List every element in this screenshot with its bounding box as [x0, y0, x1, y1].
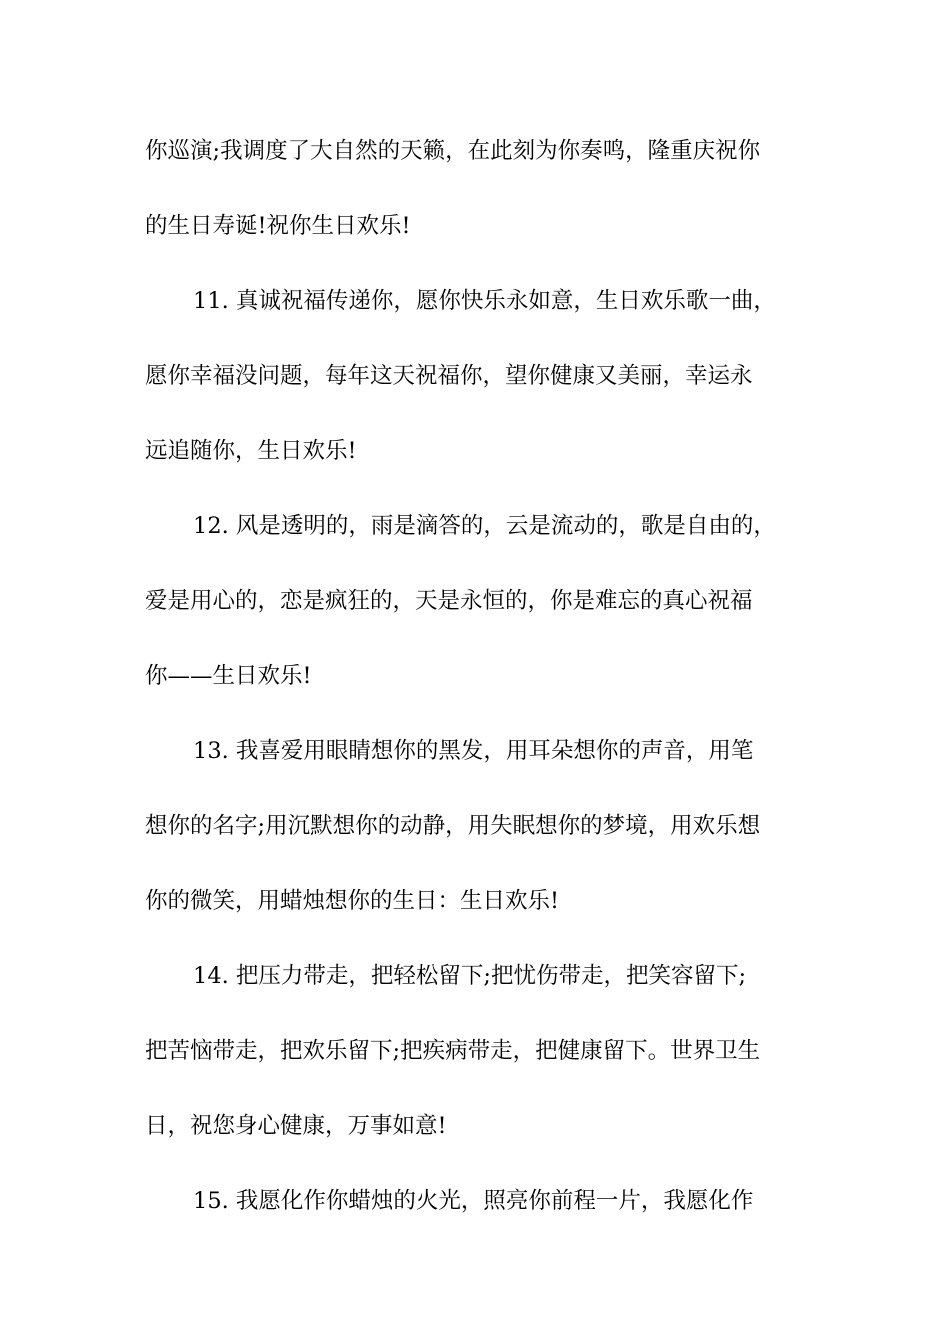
text-line: 的生日寿诞!祝你生日欢乐!	[145, 213, 411, 239]
paragraph-11-start: 11. 真诚祝福传递你，愿你快乐永如意，生日欢乐歌一曲，	[193, 288, 776, 314]
text-line: 日，祝您身心健康，万事如意!	[145, 1113, 447, 1139]
text-line: 远追随你，生日欢乐!	[145, 438, 357, 464]
text-line: 愿你幸福没问题，每年这天祝福你，望你健康又美丽，幸运永	[145, 363, 753, 389]
text-line: 想你的名字;用沉默想你的动静，用失眠想你的梦境，用欢乐想	[145, 813, 761, 839]
paragraph-13-start: 13. 我喜爱用眼睛想你的黑发，用耳朵想你的声音，用笔	[193, 738, 754, 764]
text-line: 你——生日欢乐!	[145, 663, 312, 689]
text-line: 你巡演;我调度了大自然的天籁，在此刻为你奏鸣，隆重庆祝你	[145, 138, 761, 164]
text-line: 把苦恼带走，把欢乐留下;把疾病带走，把健康留下。世界卫生	[145, 1038, 761, 1064]
text-line: 你的微笑，用蜡烛想你的生日：生日欢乐!	[145, 888, 560, 914]
paragraph-15-start: 15. 我愿化作你蜡烛的火光，照亮你前程一片，我愿化作	[193, 1188, 754, 1214]
paragraph-12-start: 12. 风是透明的，雨是滴答的，云是流动的，歌是自由的，	[193, 513, 776, 539]
paragraph-14-start: 14. 把压力带走，把轻松留下;把忧伤带走，把笑容留下;	[193, 963, 747, 989]
text-line: 爱是用心的，恋是疯狂的，天是永恒的，你是难忘的真心祝福	[145, 588, 753, 614]
